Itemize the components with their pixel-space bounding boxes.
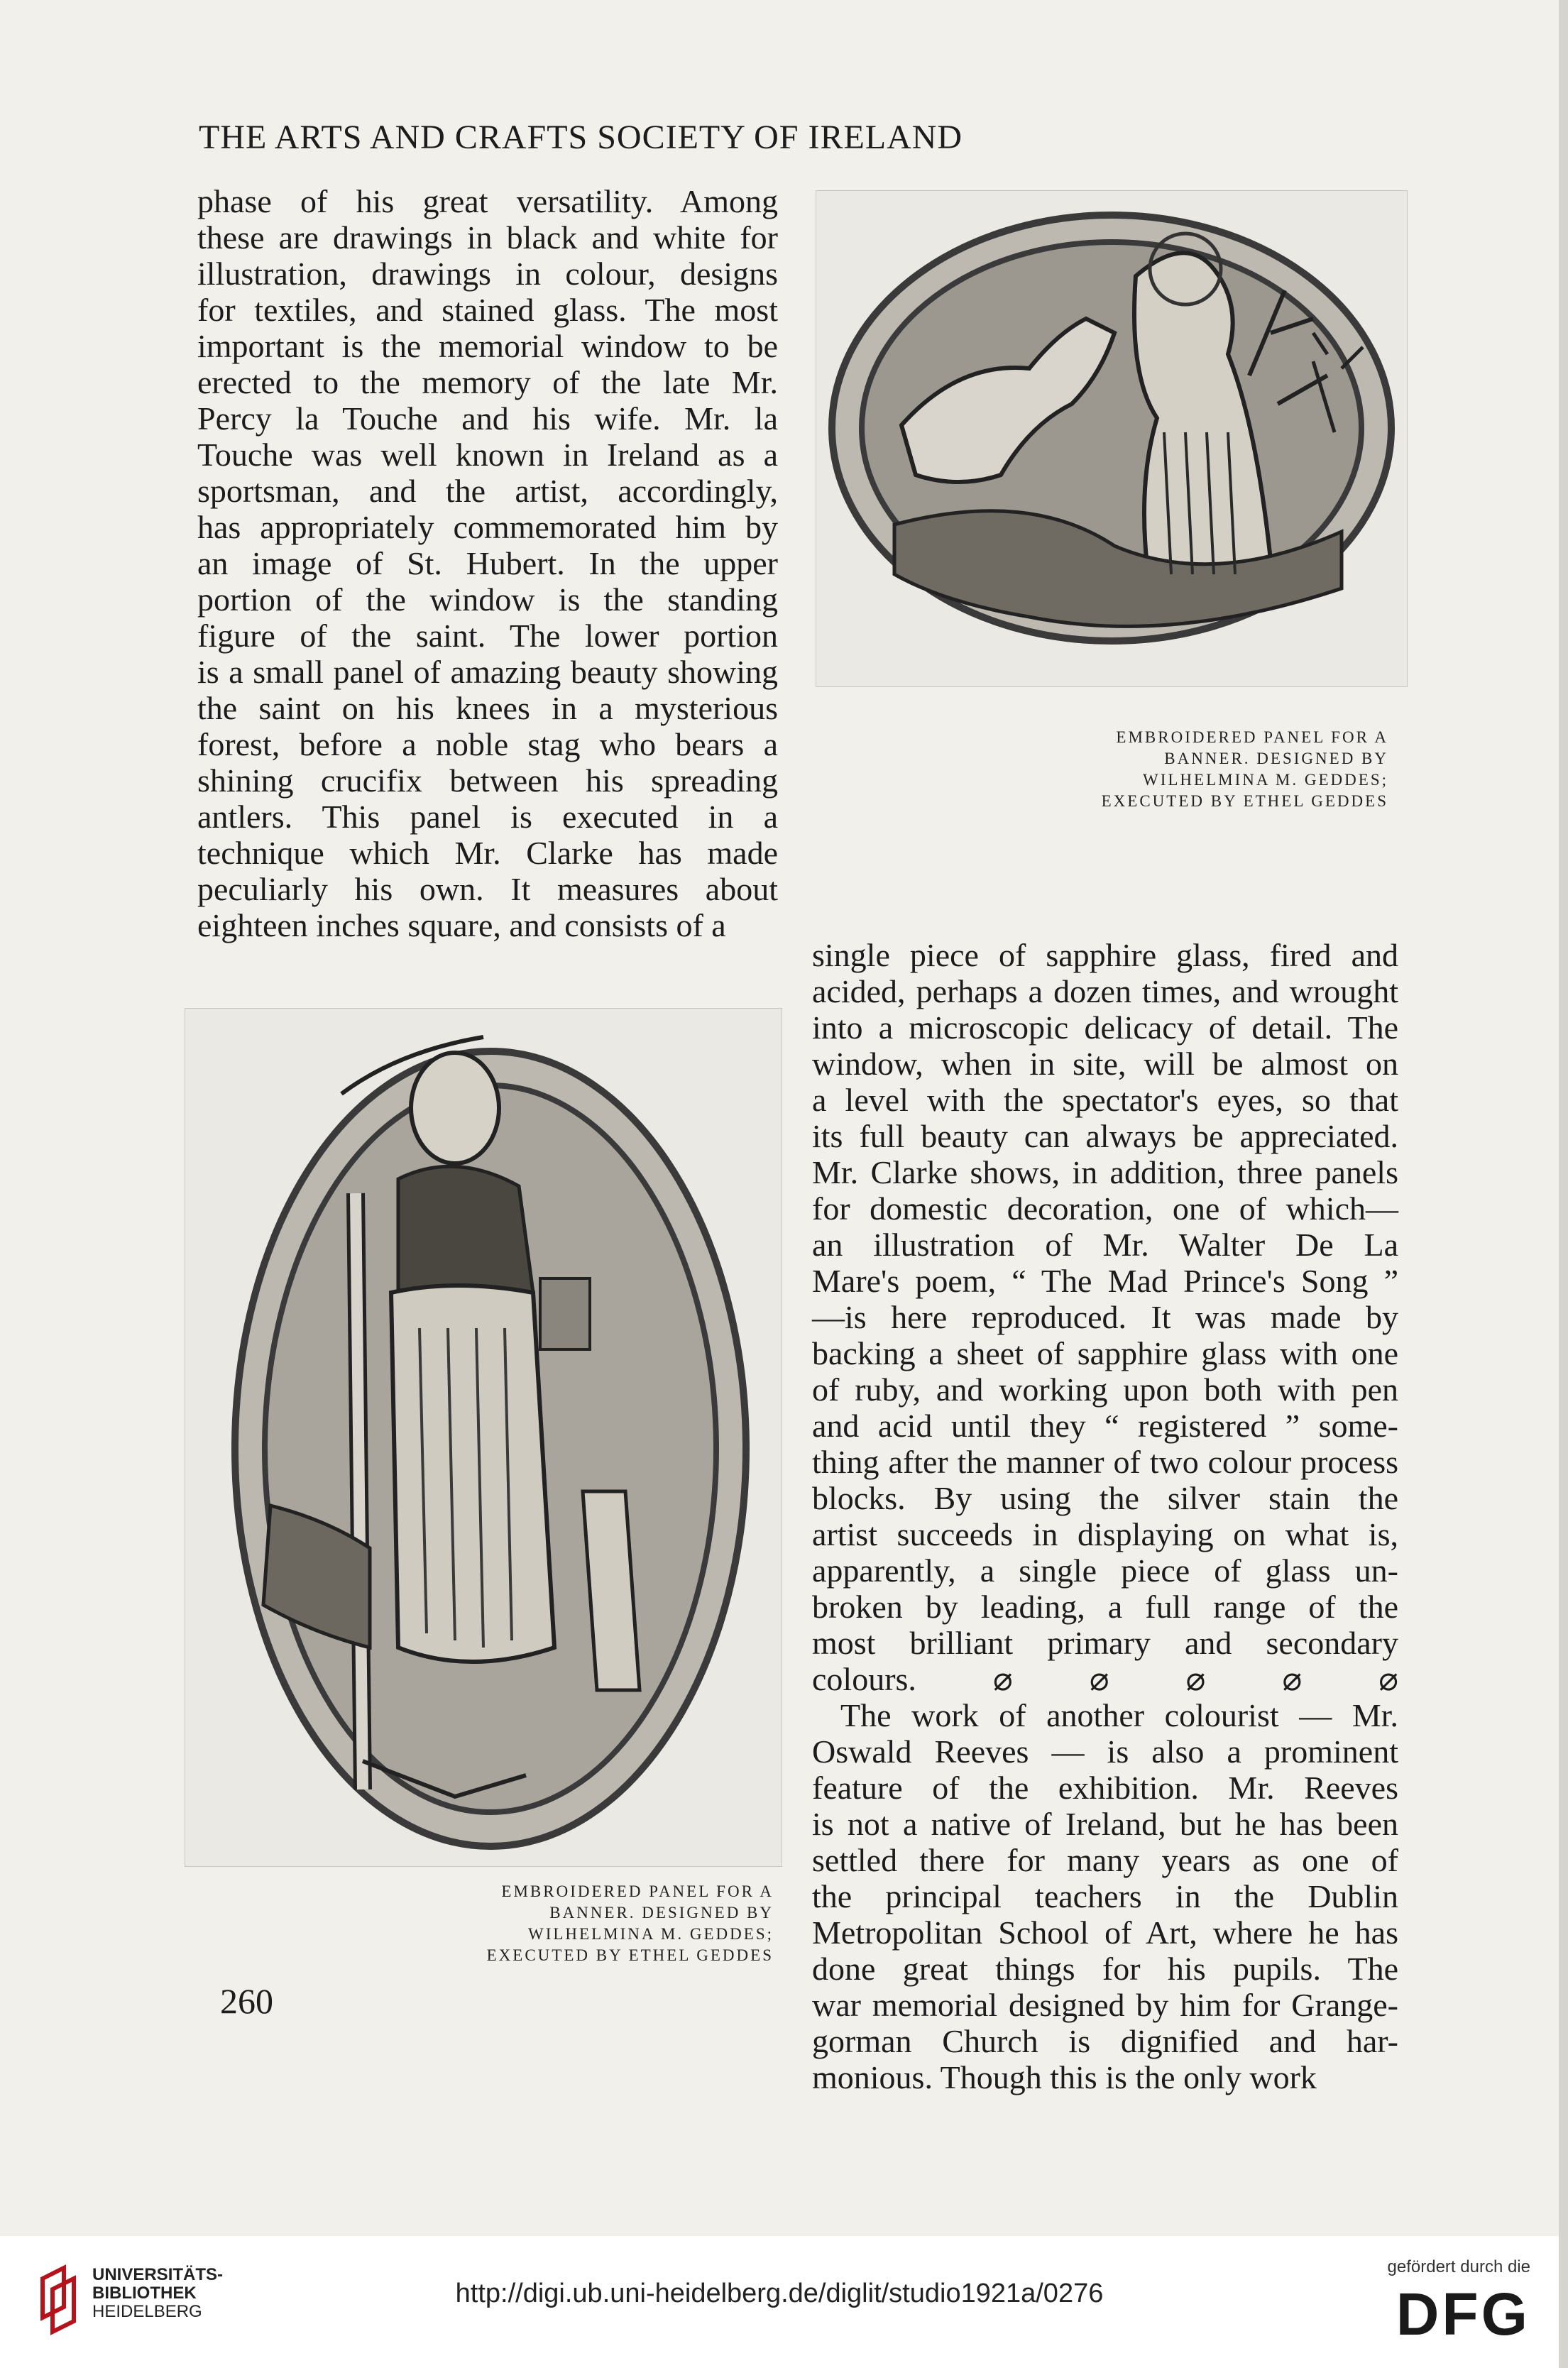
- figure-embroidered-panel-bottom: [185, 1008, 782, 1867]
- right-column-line: Mare's poem, “ The Mad Prince's Song ”: [812, 1263, 1398, 1299]
- figure-embroidered-panel-top: [816, 190, 1408, 687]
- left-column-line: figure of the saint. The lower portion: [197, 618, 778, 654]
- right-column-line: and acid until they “ registered ” some-: [812, 1408, 1398, 1444]
- right-column-line: single piece of sapphire glass, fired and: [812, 937, 1398, 973]
- library-name: UNIVERSITÄTS- BIBLIOTHEK HEIDELBERG: [92, 2265, 224, 2321]
- right-column-line: window, when in site, will be almost on: [812, 1046, 1398, 1082]
- right-column-line: the principal teachers in the Dublin: [812, 1878, 1398, 1914]
- right-column-line: apparently, a single piece of glass un-: [812, 1552, 1398, 1589]
- right-column-line: war memorial designed by him for Grange-: [812, 1987, 1398, 2023]
- right-column-line: acided, perhaps a dozen times, and wrought: [812, 973, 1398, 1009]
- running-head: THE ARTS AND CRAFTS SOCIETY OF IRELAND: [199, 119, 963, 156]
- page-number: 260: [220, 1981, 273, 2021]
- left-column-line: for textiles, and stained glass. The most: [197, 292, 778, 328]
- left-column-line: Touche was well known in Ireland as a: [197, 437, 778, 473]
- left-column-line: eighteen inches square, and consists of a: [197, 907, 726, 943]
- right-column-line: of ruby, and working upon both with pen: [812, 1371, 1398, 1408]
- right-column-line: broken by leading, a full range of the: [812, 1589, 1398, 1625]
- left-column-line: the saint on his knees in a mysterious: [197, 690, 778, 726]
- left-column-line: an image of St. Hubert. In the upper: [197, 545, 778, 581]
- right-column-line: its full beauty can always be appreciated.: [812, 1118, 1398, 1154]
- left-column-text: [197, 183, 778, 943]
- left-column-line: peculiarly his own. It measures about: [197, 871, 778, 907]
- embroidered-panel-saint-hubert-image: [816, 191, 1407, 686]
- left-column-line: phase of his great versatility. Among: [197, 183, 778, 219]
- left-column-line: has appropriately commemorated him by: [197, 509, 778, 545]
- right-column-line: —is here reproduced. It was made by: [812, 1299, 1398, 1335]
- left-column-line: shining crucifix between his spreading: [197, 762, 778, 799]
- right-column-line: blocks. By using the silver stain the: [812, 1480, 1398, 1516]
- right-column-line: an illustration of Mr. Walter De La: [812, 1227, 1398, 1263]
- right-column-line: a level with the spectator's eyes, so that: [812, 1082, 1398, 1118]
- embroidered-panel-figure-image: [185, 1009, 782, 1866]
- right-column-line: thing after the manner of two colour process: [812, 1444, 1398, 1480]
- left-column-line: is a small panel of amazing beauty showing: [197, 654, 778, 690]
- right-column-text: [812, 937, 1398, 2095]
- left-column-line: illustration, drawings in colour, designs: [197, 256, 778, 292]
- left-column-line: technique which Mr. Clarke has made: [197, 835, 778, 871]
- left-column-line: erected to the memory of the late Mr.: [197, 364, 778, 400]
- left-column-line: forest, before a noble stag who bears a: [197, 726, 778, 762]
- right-column-line: The work of another colourist — Mr.: [840, 1697, 1398, 1733]
- source-url-link[interactable]: http://digi.ub.uni-heidelberg.de/diglit/studio1921a/0276: [455, 2279, 1104, 2308]
- right-column-line: most brilliant primary and secondary: [812, 1625, 1398, 1661]
- digitization-footer: [0, 2236, 1559, 2368]
- right-column-line: done great things for his pupils. The: [812, 1951, 1398, 1987]
- right-column-line: settled there for many years as one of: [812, 1842, 1398, 1878]
- right-column-line: artist succeeds in displaying on what is,: [812, 1516, 1398, 1552]
- right-column-line: colours. ⌀ ⌀ ⌀ ⌀ ⌀: [812, 1661, 1398, 1697]
- page-edge: [1559, 0, 1568, 2368]
- right-column-line: Metropolitan School of Art, where he has: [812, 1914, 1398, 1951]
- caption-top: EMBROIDERED PANEL FOR A BANNER. DESIGNED BY WILHELMINA M. GEDDES; EXECUTED BY ETHEL GEDDES: [1101, 728, 1388, 810]
- left-column-line: portion of the window is the standing: [197, 581, 778, 618]
- right-column-line: monious. Though this is the only work: [812, 2059, 1317, 2095]
- right-column-line: feature of the exhibition. Mr. Reeves: [812, 1770, 1398, 1806]
- left-column-line: sportsman, and the artist, accordingly,: [197, 473, 778, 509]
- dfg-logo: DFG: [1396, 2281, 1530, 2347]
- left-column-line: antlers. This panel is executed in a: [197, 799, 778, 835]
- funder-note: gefördert durch die: [1387, 2257, 1530, 2276]
- caption-bottom: EMBROIDERED PANEL FOR A BANNER. DESIGNED BY WILHELMINA M. GEDDES; EXECUTED BY ETHEL GEDDES: [486, 1882, 774, 1964]
- right-column-line: for domestic decoration, one of which—: [812, 1190, 1398, 1227]
- right-column-line: backing a sheet of sapphire glass with one: [812, 1335, 1398, 1371]
- right-column-line: gorman Church is dignified and har-: [812, 2023, 1398, 2059]
- left-column-line: Percy la Touche and his wife. Mr. la: [197, 400, 778, 437]
- left-column-line: these are drawings in black and white for: [197, 219, 778, 256]
- right-column-line: into a microscopic delicacy of detail. The: [812, 1009, 1398, 1046]
- right-column-line: Oswald Reeves — is also a prominent: [812, 1733, 1398, 1770]
- left-column-line: important is the memorial window to be: [197, 328, 778, 364]
- right-column-line: is not a native of Ireland, but he has been: [812, 1806, 1398, 1842]
- right-column-line: Mr. Clarke shows, in addition, three panels: [812, 1154, 1398, 1190]
